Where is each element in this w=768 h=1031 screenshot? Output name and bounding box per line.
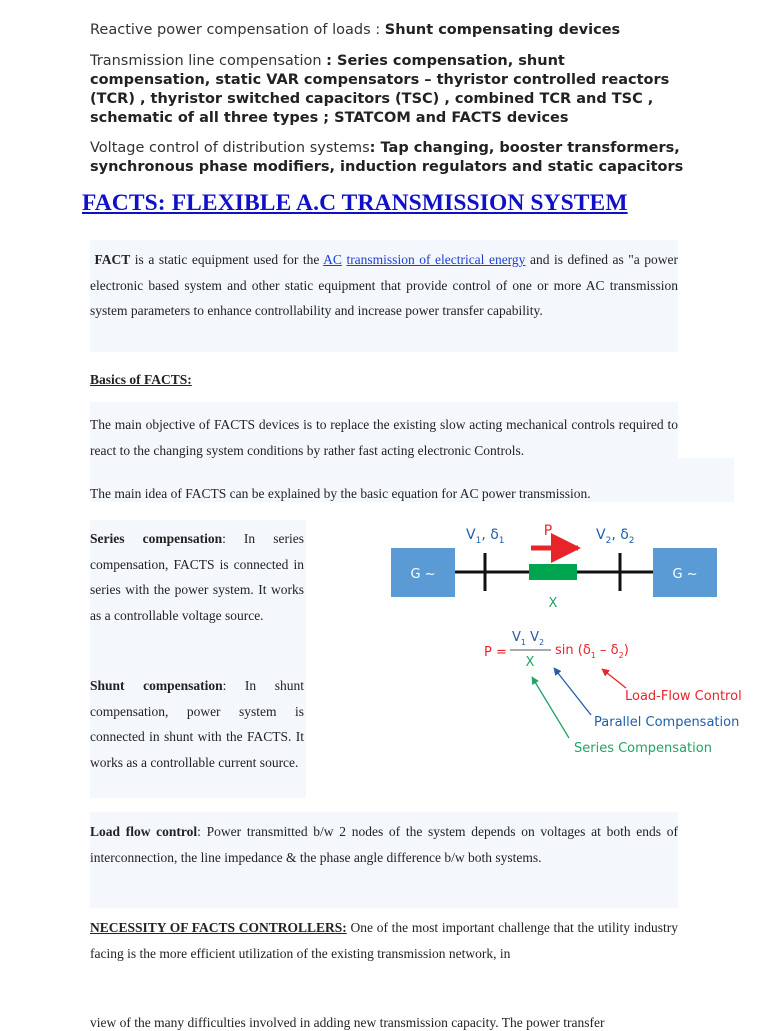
shunt-compensation-paragraph: Shunt compensation: In shunt compensation, power system is connected in shunt with the FACTS. It works as a controllable current source. [90,678,304,771]
cut-off-line: view of the many difficulties involved in adding new transmission capacity. The power transfer [90,1015,605,1030]
shunt-term: Shunt compensation [90,678,223,693]
page-title: FACTS: FLEXIBLE A.C TRANSMISSION SYSTEM [82,190,628,216]
necessity-paragraph: NECESSITY OF FACTS CONTROLLERS: One of the most important challenge that the utility industry facing is the more efficient utilization of the existing transmission network, in [90,920,678,961]
generator-right-label: G ~ [672,567,698,582]
basics-heading: Basics of FACTS: [90,372,192,387]
v1-delta1-label: $V_1$, $\delta_1$ [466,527,505,546]
summary-transmission: Transmission line compensation : Series compensation, shunt compensation, static VAR compensators – thyristor controlled reactors (TCR) , thyristor switched capacitors (TSC) , combined TCR and TSC , schematic of all three types ; STATCOM and FACTS devices [90,53,670,126]
equation-sin: $\sin (\delta_1 - \delta_2)$ [555,643,629,660]
main-idea-paragraph: The main idea of FACTS can be explained by the basic equation for AC power transmission. [90,486,591,501]
equation-numerator: $V_1$ $V_2$ [512,630,545,647]
summary-transmission-bold: : Series compensation, shunt compensation, static VAR compensators – thyristor controlled reactors (TCR) , thyristor switched capacitors (TSC) , combined TCR and TSC , schematic of all three types ; STATCOM and FACTS devices [90,53,670,126]
summary-voltage: Voltage control of distribution systems: Tap changing, booster transformers, synchronous phase modifiers, induction regulators and static capacitors [90,140,684,175]
x-label: X [548,596,558,611]
intro-term: FACT [94,252,131,267]
p-label: P [543,523,553,539]
generator-left-label: G ~ [410,567,436,582]
parallel-compensation-label: Parallel Compensation [594,715,740,730]
series-term: Series compensation [90,531,223,546]
ac-link[interactable]: AC [323,252,342,267]
summary-voltage-bold: : Tap changing, booster transformers, synchronous phase modifiers, induction regulators and static capacitors [90,140,684,175]
basics-paragraph: The main objective of FACTS devices is to replace the existing slow acting mechanical controls required to react to the changing system conditions by rather fast acting electronic Controls. [90,417,678,458]
intro-paragraph: FACT is a static equipment used for the AC transmission of electrical energy and is defined as "a power electronic based system and other static equipment that provide control of one or more AC transmission system parameters to enhance controllability and increase power transfer capability. [90,252,679,319]
series-compensation-label: Series Compensation [574,741,712,756]
necessity-heading: NECESSITY OF FACTS CONTROLLERS: [90,920,347,935]
summary-reactive-bold: Shunt compensating devices [384,22,621,38]
summary-reactive: Reactive power compensation of loads : Shunt compensating devices [90,22,621,38]
line-reactance [529,564,577,580]
v2-delta2-label: $V_2$, $\delta_2$ [596,527,635,546]
equation-p: P = [484,645,507,660]
equation-denominator: X [525,655,535,670]
transmission-energy-link[interactable]: transmission of electrical energy [346,252,526,267]
load-flow-paragraph: Load flow control: Power transmitted b/w 2 nodes of the system depends on voltages at both ends of interconnection, the line impedance & the phase angle difference b/w both systems. [90,824,678,865]
facts-power-flow-diagram [308,505,758,795]
load-flow-term: Load flow control [90,824,198,839]
series-compensation-paragraph: Series compensation: In series compensation, FACTS is connected in series with the power system. It works as a controllable voltage source. [90,531,305,624]
load-flow-control-label: Load-Flow Control [625,689,742,704]
